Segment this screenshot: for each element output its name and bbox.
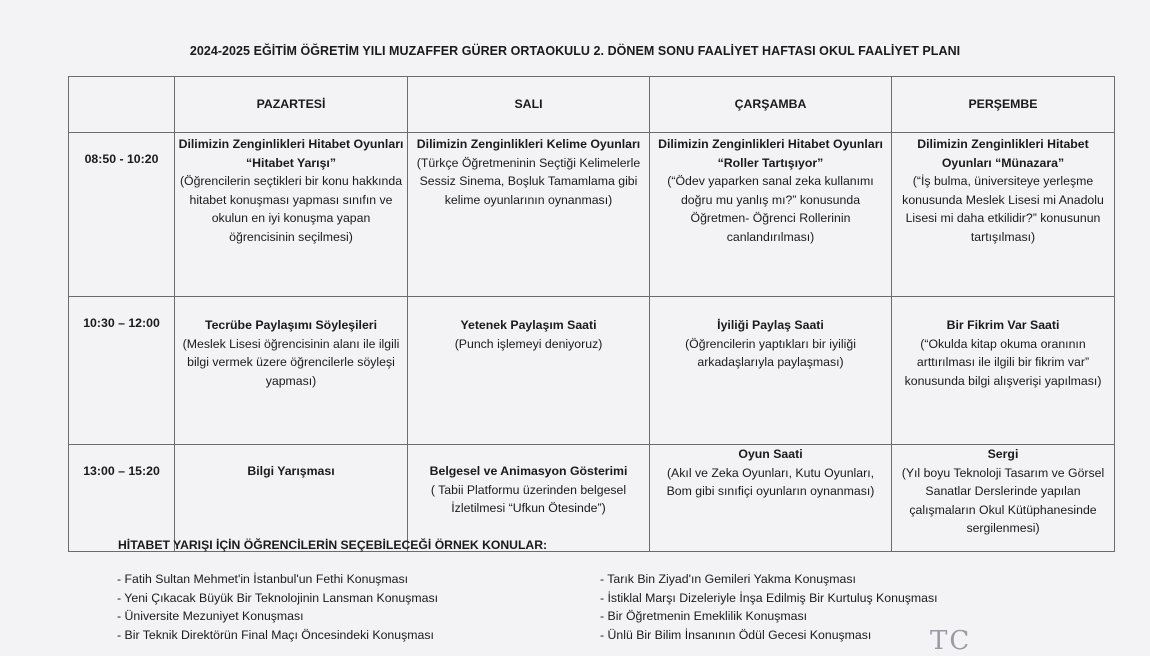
activity-title: Dilimizin Zenginlikleri Hitabet Oyunları “Roller Tartışıyor” — [658, 137, 883, 170]
activity-description: (Öğrencilerin seçtikleri bir konu hakkında hitabet konuşması yapması sınıfın ve okulun en iyi konuşma yapan öğrencisinin seçilmesi) — [179, 174, 403, 244]
activity-title: Sergi — [987, 447, 1019, 461]
activity-description: (Akıl ve Zeka Oyunları, Kutu Oyunları, Bom gibi sınıfiçi oyunların oynanması) — [666, 465, 875, 499]
activity-title: Dilimizin Zenginlikleri Kelime Oyunları — [416, 137, 641, 151]
activity-cell — [408, 297, 650, 445]
activity-cell — [408, 445, 650, 552]
activity-description: (“Ödev yaparken sanal zeka kullanımı doğru mu yanlış mı?” konusunda Öğretmen- Öğrenci Rollerinin canlandırılması) — [667, 174, 874, 244]
list-item: - İstiklal Marşı Dizeleriyle İnşa Edilmiş Bir Kurtuluş Konuşması — [600, 590, 938, 605]
time-slot: 08:50 - 10:20 — [69, 133, 175, 297]
activity-cell — [892, 297, 1115, 445]
topics-list-left — [117, 570, 438, 644]
table-row — [69, 133, 1115, 297]
activity-cell — [650, 445, 892, 552]
activity-description: ( Tabii Platformu üzerinden belgesel İzletilmesi “Ufkun Ötesinde”) — [430, 482, 627, 516]
activity-description: (Punch işlemeyi deniyoruz) — [454, 336, 603, 351]
list-item: - Üniversite Mezuniyet Konuşması — [117, 609, 304, 624]
activity-title: Dilimizin Zenginlikleri Hitabet Oyunları “Hitabet Yarışı” — [178, 137, 404, 170]
activity-title: Dilimizin Zenginlikleri Hitabet Oyunları “Münazara” — [917, 137, 1089, 170]
topics-heading: HİTABET YARIŞI İÇİN ÖĞRENCİLERİN SEÇEBİLECEĞİ ÖRNEK KONULAR: — [118, 538, 548, 552]
activity-description: (“İş bulma, üniversiteye yerleşme konusunda Meslek Lisesi mi Anadolu Lisesi mi daha etkilidir?” konusunun tartışılması) — [902, 174, 1104, 244]
activity-cell — [650, 297, 892, 445]
day-header: SALI — [408, 77, 650, 133]
list-item: - Ünlü Bir Bilim İnsanının Ödül Gecesi Konuşması — [600, 627, 872, 642]
activity-plan-table — [68, 76, 1115, 552]
activity-title: Tecrübe Paylaşımı Söyleşileri — [204, 318, 378, 332]
activity-title: Bilgi Yarışması — [247, 464, 335, 478]
day-header: PERŞEMBE — [892, 77, 1115, 133]
table-row — [69, 297, 1115, 445]
activity-description: (“Okulda kitap okuma oranının arttırılması ile ilgili bir fikrim var” konusunda bilgi alışverişi yapılması) — [904, 336, 1102, 388]
list-item: - Fatih Sultan Mehmet'in İstanbul'un Fethi Konuşması — [117, 572, 409, 586]
page-title: 2024-2025 EĞİTİM ÖĞRETİM YILI MUZAFFER GÜRER ORTAOKULU 2. DÖNEM SONU FAALİYET HAFTASI OKUL FAALİYET PLANI — [189, 44, 961, 58]
topics-list-right — [600, 570, 938, 644]
activity-cell — [892, 445, 1115, 552]
day-header: ÇARŞAMBA — [650, 77, 892, 133]
table-row — [69, 445, 1115, 552]
activity-title: Bir Fikrim Var Saati — [946, 318, 1060, 332]
activity-title: İyiliği Paylaş Saati — [717, 318, 824, 332]
time-slot: 13:00 – 15:20 — [69, 445, 175, 552]
activity-cell — [892, 133, 1115, 297]
activity-cell — [175, 133, 408, 297]
list-item: - Yeni Çıkacak Büyük Bir Teknolojinin Lansman Konuşması — [117, 590, 439, 605]
activity-cell — [175, 297, 408, 445]
activity-description: (Türkçe Öğretmeninin Seçtiği Kelimelerle Sessiz Sinema, Boşluk Tamamlama gibi kelime oyunlarının oynanması) — [416, 155, 641, 207]
activity-title: Belgesel ve Animasyon Gösterimi — [429, 464, 628, 478]
activity-title: Yetenek Paylaşım Saati — [460, 318, 597, 332]
activity-description: (Yıl boyu Teknoloji Tasarım ve Görsel Sanatlar Derslerinde yapılan çalışmaların Okul Kütüphanesinde sergilenmesi) — [901, 465, 1105, 536]
activity-description: (Öğrencilerin yaptıkları bir iyiliği arkadaşlarıyla paylaşması) — [685, 336, 856, 370]
activity-cell — [175, 445, 408, 552]
list-item: - Bir Öğretmenin Emeklilik Konuşması — [600, 609, 808, 624]
list-item: - Bir Teknik Direktörün Final Maçı Öncesindeki Konuşması — [117, 627, 434, 642]
corner-cell — [69, 77, 175, 133]
activity-cell — [650, 133, 892, 297]
day-header: PAZARTESİ — [175, 77, 408, 133]
activity-title: Oyun Saati — [738, 447, 803, 461]
stamp-mark: TC — [930, 626, 972, 656]
table-header-row — [69, 77, 1115, 133]
activity-description: (Meslek Lisesi öğrencisinin alanı ile ilgili bilgi vermek üzere öğrencilerle söyleşi yapması) — [182, 336, 400, 388]
activity-cell — [408, 133, 650, 297]
time-slot: 10:30 – 12:00 — [69, 297, 175, 445]
list-item: - Tarık Bin Ziyad'ın Gemileri Yakma Konuşması — [600, 572, 856, 586]
